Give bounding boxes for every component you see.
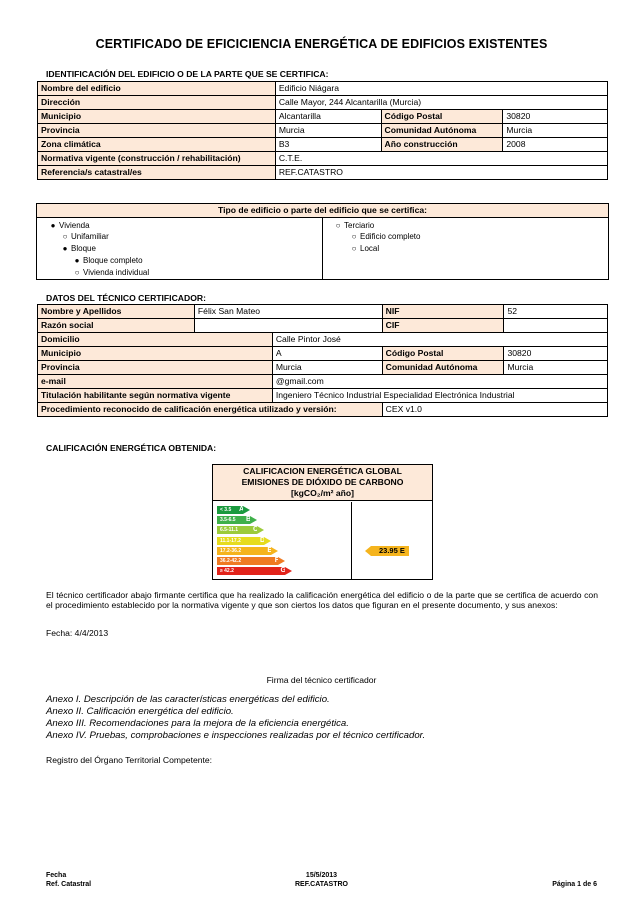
rating-box-title: CALIFICACION ENERGÉTICA GLOBAL (243, 466, 402, 476)
value-climate-zone: B3 (275, 138, 381, 152)
result-arrow-tip-icon (365, 546, 371, 556)
label-cadastral: Referencia/s catastral/es (38, 166, 276, 180)
option-vivienda-individual[interactable]: ○ Vivienda individual (74, 268, 150, 277)
label-email: e-mail (38, 375, 273, 389)
rating-scale-range: 36.2-42.2 (220, 558, 242, 564)
radio-filled-icon: ● (74, 256, 80, 265)
scale-arrow-tip-icon (243, 506, 250, 514)
value-year: 2008 (503, 138, 608, 152)
label-tech-name: Nombre y Apellidos (38, 305, 195, 319)
label-municipality: Municipio (38, 110, 276, 124)
rating-scale-range: 6.5-11.1 (220, 527, 239, 534)
label-year: Año construcción (381, 138, 503, 152)
radio-filled-icon: ● (62, 244, 68, 253)
divider (322, 218, 323, 279)
building-section-heading: IDENTIFICACIÓN DEL EDIFICIO O DE LA PARTE QUE SE CERTIFICA: (46, 69, 329, 79)
label-qualification: Titulación habilitante según normativa vigente (38, 389, 273, 403)
option-bloque-completo[interactable]: ● Bloque completo (74, 256, 143, 265)
rating-divider (351, 502, 352, 579)
value-building-name: Edificio Niágara (275, 82, 607, 96)
radio-filled-icon: ● (50, 221, 56, 230)
rating-scale-letter: G (280, 567, 286, 575)
signature-label: Firma del técnico certificador (266, 675, 377, 685)
value-company (194, 319, 382, 333)
rating-scale-row-d (217, 537, 264, 545)
label-tech-municipality: Municipio (38, 347, 273, 361)
label-tech-community: Comunidad Autónoma (382, 361, 504, 375)
rating-box (212, 464, 433, 580)
certificate-date: Fecha: 4/4/2013 (46, 628, 109, 638)
label-regulation: Normativa vigente (construcción / rehabilitación) (38, 152, 276, 166)
scale-arrow-tip-icon (264, 537, 271, 545)
label-tech-postal: Código Postal (382, 347, 504, 361)
value-regulation: C.T.E. (275, 152, 607, 166)
value-tech-postal: 30820 (504, 347, 608, 361)
radio-empty-icon: ○ (335, 221, 341, 230)
certification-statement: El técnico certificador abajo firmante certifica que ha realizado la calificación energética del edificio o de la parte que se certifica de acuerdo con el procedimiento establecido por la normativa vigente y que son ciertos los datos que figuran en el presente documento, y sus anexos: (46, 590, 598, 610)
radio-empty-icon: ○ (351, 232, 357, 241)
annex-item[interactable]: Anexo II. Calificación energética del edificio. (46, 706, 234, 717)
rating-scale-letter: C (252, 526, 258, 534)
rating-scale-row-g (217, 567, 285, 575)
value-email: @gmail.com (272, 375, 607, 389)
footer-date-value: 15/5/2013 (305, 872, 338, 879)
annex-list (46, 694, 606, 742)
annex-item[interactable]: Anexo I. Descripción de las características energéticas del edificio. (46, 694, 330, 705)
scale-arrow-tip-icon (257, 526, 264, 534)
value-tech-name: Félix San Mateo (194, 305, 382, 319)
value-tech-community: Murcia (504, 361, 608, 375)
rating-box-subtitle: EMISIONES DE DIÓXIDO DE CARBONO (241, 477, 404, 487)
label-company: Razón social (38, 319, 195, 333)
rating-scale-letter: D (259, 536, 265, 544)
label-province: Provincia (38, 124, 276, 138)
rating-scale-row-b (217, 516, 250, 524)
scale-arrow-tip-icon (278, 557, 285, 565)
value-cif (504, 319, 608, 333)
rating-section-heading: CALIFICACIÓN ENERGÉTICA OBTENIDA: (46, 443, 217, 453)
value-tech-province: Murcia (272, 361, 382, 375)
rating-result-arrow (371, 546, 409, 556)
label-building-name: Nombre del edificio (38, 82, 276, 96)
option-bloque[interactable]: ● Bloque (62, 244, 96, 253)
radio-empty-icon: ○ (351, 244, 357, 253)
rating-scale-letter: F (274, 557, 279, 564)
footer-cadastral-value: REF.CATASTRO (294, 881, 349, 888)
registry-label: Registro del Órgano Territorial Competente: (46, 755, 213, 765)
rating-scale-row-a (217, 506, 243, 514)
rating-scale-row-e (217, 547, 271, 555)
label-procedure: Procedimiento reconocido de calificación energética utilizado y versión: (38, 403, 383, 417)
document-title: CERTIFICADO DE EFICICIENCIA ENERGÉTICA DE EDIFICIOS EXISTENTES (95, 37, 548, 51)
value-address: Calle Mayor, 244 Alcantarilla (Murcia) (275, 96, 607, 110)
annex-item[interactable]: Anexo III. Recomendaciones para la mejora de la eficiencia energética. (46, 718, 349, 729)
scale-arrow-tip-icon (271, 547, 278, 555)
annex-item[interactable]: Anexo IV. Pruebas, comprobaciones e inspecciones realizadas por el técnico certificador. (46, 730, 426, 741)
label-climate-zone: Zona climática (38, 138, 276, 152)
label-cif: CIF (382, 319, 504, 333)
value-province: Murcia (275, 124, 381, 138)
scale-arrow-tip-icon (285, 567, 292, 575)
technician-section-heading: DATOS DEL TÉCNICO CERTIFICADOR: (46, 293, 206, 303)
rating-scale-row-f (217, 557, 278, 565)
option-vivienda[interactable]: ● Vivienda (50, 221, 90, 230)
value-postal-code: 30820 (503, 110, 608, 124)
option-terciario[interactable]: ○ Terciario (335, 221, 375, 230)
radio-empty-icon: ○ (62, 232, 68, 241)
label-address: Dirección (38, 96, 276, 110)
label-nif: NIF (382, 305, 504, 319)
radio-empty-icon: ○ (74, 268, 80, 277)
value-procedure: CEX v1.0 (382, 403, 607, 417)
option-edificio-completo[interactable]: ○ Edificio completo (351, 232, 421, 241)
rating-scale-row-c (217, 526, 257, 534)
option-unifamiliar[interactable]: ○ Unifamiliar (62, 232, 109, 241)
rating-box-unit: [kgCO₂/m² año] (290, 488, 355, 498)
footer-date-label: Fecha (46, 872, 67, 879)
value-qualification: Ingeniero Técnico Industrial Especialidad Electrónica Industrial (272, 389, 607, 403)
rating-scale-range: ≥ 42.2 (220, 568, 234, 575)
rating-scale-range: 3.5-6.5 (220, 517, 236, 524)
value-domicile: Calle Pintor José (272, 333, 607, 347)
rating-scale-letter: E (267, 546, 272, 554)
rating-box-header (213, 465, 432, 501)
value-municipality: Alcantarilla (275, 110, 381, 124)
rating-scale-letter: A (238, 506, 244, 513)
technician-table (37, 304, 608, 417)
scale-arrow-tip-icon (250, 516, 257, 524)
label-tech-province: Provincia (38, 361, 273, 375)
value-nif: 52 (504, 305, 608, 319)
label-community: Comunidad Autónoma (381, 124, 503, 138)
option-local[interactable]: ○ Local (351, 244, 380, 253)
building-table (37, 81, 608, 180)
rating-scale-range: 17.2-36.2 (220, 547, 242, 554)
value-tech-municipality: A (272, 347, 382, 361)
rating-scale-letter: B (245, 516, 251, 524)
building-type-heading: Tipo de edificio o parte del edificio que se certifica: (37, 204, 608, 218)
rating-scale-range: < 3.5 (220, 507, 232, 513)
value-cadastral: REF.CATASTRO (275, 166, 607, 180)
footer-page-number: Página 1 de 6 (552, 881, 597, 888)
rating-result-value: 23.95 E (379, 546, 405, 555)
footer-cadastral-label: Ref. Catastral (46, 881, 92, 888)
rating-scale-range: 11.1-17.2 (220, 537, 241, 544)
value-community: Murcia (503, 124, 608, 138)
label-postal-code: Código Postal (381, 110, 503, 124)
footer-center (0, 871, 643, 889)
label-domicile: Domicilio (38, 333, 273, 347)
